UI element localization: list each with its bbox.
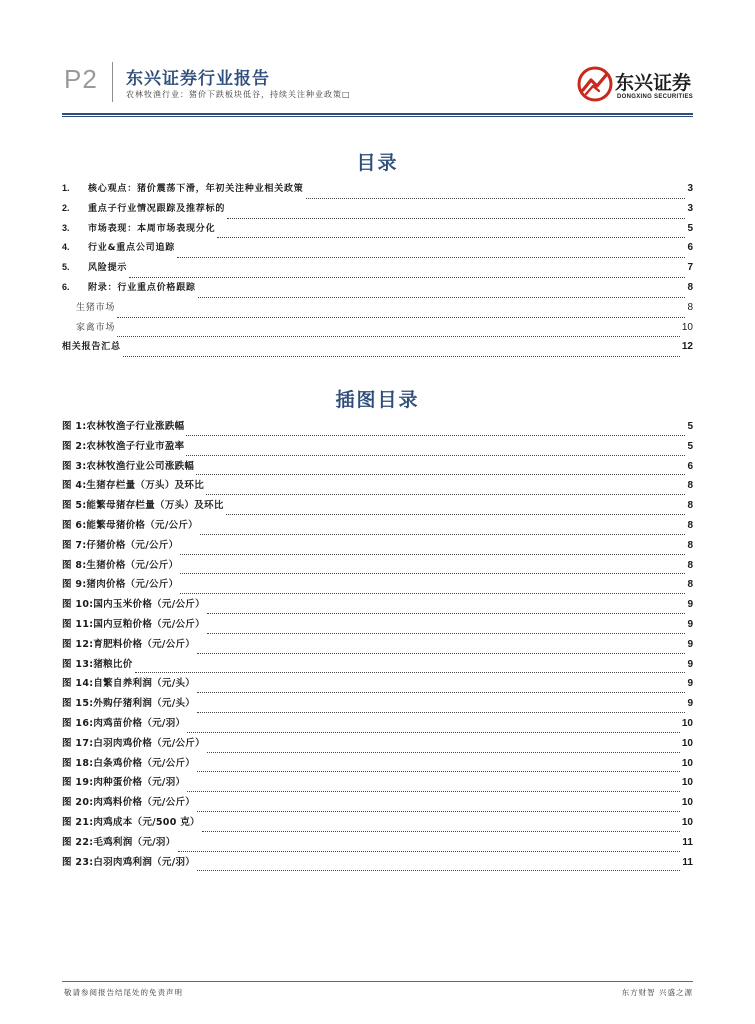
- dot-leader: [226, 514, 686, 515]
- toc-entry-number: 1.: [62, 183, 70, 193]
- toc-entry-page: 5: [687, 222, 693, 234]
- figure-entry-label: 图 14:自繁自养利润（元/头）: [62, 678, 196, 690]
- dot-leader: [123, 356, 680, 357]
- figure-entry-label: 图 20:肉鸡料价格（元/公斤）: [62, 797, 196, 809]
- dot-leader: [117, 317, 685, 318]
- header-rule-thin: [62, 116, 693, 117]
- dot-leader: [196, 474, 685, 475]
- toc-entry[interactable]: [62, 260, 693, 280]
- figure-entry[interactable]: [62, 715, 693, 735]
- toc-entry[interactable]: [62, 181, 693, 201]
- figure-entry-label: 图 22:毛鸡利润（元/羽）: [62, 836, 176, 848]
- dot-leader: [197, 692, 685, 693]
- toc-entry-label: 行业&重点公司追踪: [88, 243, 176, 254]
- report-title: 东兴证券行业报告: [126, 69, 270, 89]
- dot-leader: [200, 534, 685, 535]
- figure-entry-page: 8: [687, 539, 693, 551]
- figure-entry-page: 10: [681, 737, 693, 749]
- figure-entry-label: 图 19:肉种蛋价格（元/羽）: [62, 777, 186, 789]
- toc-entry[interactable]: [62, 201, 693, 221]
- dot-leader: [207, 613, 686, 614]
- dot-leader: [207, 633, 686, 634]
- logo-name-cn: 东兴证券: [615, 72, 692, 94]
- figure-entry[interactable]: [62, 834, 693, 854]
- figure-entry-page: 11: [682, 856, 693, 868]
- toc-entry-page: 6: [687, 242, 693, 254]
- figure-entry-label: 图 3:农林牧渔行业公司涨跌幅: [62, 460, 195, 472]
- figure-entry-label: 图 21:肉鸡成本（元/500 克）: [62, 816, 200, 828]
- figure-entry[interactable]: [62, 438, 693, 458]
- toc-entry-page: 7: [687, 262, 693, 274]
- figure-entry-page: 9: [687, 599, 693, 611]
- toc-entry-page: 8: [687, 301, 693, 313]
- footer-rule: [62, 981, 693, 982]
- figure-entry-label: 图 23:白羽肉鸡利润（元/羽）: [62, 856, 196, 868]
- toc-entry-number: 6.: [62, 281, 70, 292]
- toc-entry-number: 2.: [62, 202, 70, 213]
- figure-entry-page: 10: [681, 757, 693, 769]
- figure-entry-page: 8: [687, 519, 693, 531]
- dot-leader: [177, 257, 685, 258]
- figure-entry-page: 10: [681, 816, 693, 828]
- toc-entry[interactable]: [62, 320, 693, 340]
- dot-leader: [207, 752, 680, 753]
- figure-entry[interactable]: [62, 557, 693, 577]
- toc-entry-label: 家禽市场: [76, 322, 116, 333]
- footer-disclaimer: 敬请参阅报告结尾处的免责声明: [64, 988, 183, 997]
- toc-entry-label: 重点子行业情况跟踪及推荐标的: [88, 203, 226, 214]
- toc-entry-number: 4.: [62, 242, 70, 253]
- toc-entry-page: 12: [681, 341, 693, 353]
- figure-entry-page: 8: [687, 500, 693, 512]
- figure-entry[interactable]: [62, 517, 693, 537]
- toc-entry[interactable]: [62, 300, 693, 320]
- dot-leader: [202, 831, 680, 832]
- toc-entry-label: 相关报告汇总: [62, 342, 121, 353]
- dot-leader: [186, 455, 685, 456]
- figure-entry-page: 8: [687, 579, 693, 591]
- figure-entry-page: 8: [687, 559, 693, 571]
- toc-entry-page: 3: [687, 183, 693, 194]
- figure-entry-label: 图 8:生猪价格（元/公斤）: [62, 559, 179, 571]
- figure-entry[interactable]: [62, 695, 693, 715]
- figure-entry[interactable]: [62, 794, 693, 814]
- dot-leader: [217, 237, 685, 238]
- figure-entry-page: 8: [687, 480, 693, 492]
- figure-entry-label: 图 9:猪肉价格（元/公斤）: [62, 579, 179, 591]
- figure-entry[interactable]: [62, 814, 693, 834]
- figure-entry-page: 5: [687, 440, 693, 452]
- figure-entry[interactable]: [62, 735, 693, 755]
- toc-entry-label: 生猪市场: [76, 302, 116, 313]
- page-number: P2: [64, 64, 98, 94]
- toc-entry-label: 核心观点：猪价震荡下滑，年初关注种业相关政策: [88, 184, 304, 194]
- figure-entry[interactable]: [62, 656, 693, 676]
- company-logo: [577, 66, 699, 106]
- figure-entry[interactable]: [62, 596, 693, 616]
- dot-leader: [135, 672, 686, 673]
- dot-leader: [197, 712, 685, 713]
- toc-entry[interactable]: [62, 339, 693, 359]
- figure-entry-label: 图 12:育肥料价格（元/公斤）: [62, 638, 196, 650]
- toc-entry[interactable]: [62, 280, 693, 300]
- figure-entry-label: 图 18:白条鸡价格（元/公斤）: [62, 757, 196, 769]
- figure-entry[interactable]: [62, 458, 693, 478]
- dot-leader: [306, 198, 686, 199]
- dot-leader: [186, 435, 685, 436]
- toc-entry-number: 3.: [62, 222, 70, 233]
- toc-entry-label: 风险提示: [88, 263, 128, 274]
- toc-entry[interactable]: [62, 221, 693, 241]
- figure-entry-page: 6: [687, 460, 693, 472]
- header-rule: [62, 113, 693, 115]
- dot-leader: [178, 851, 681, 852]
- figure-entry-label: 图 6:能繁母猪价格（元/公斤）: [62, 519, 198, 531]
- footer-slogan: 东方财智 兴盛之源: [621, 988, 693, 997]
- figure-entry-page: 11: [682, 836, 693, 848]
- figure-entry[interactable]: [62, 477, 693, 497]
- figure-entry-label: 图 5:能繁母猪存栏量（万头）及环比: [62, 500, 224, 512]
- figure-list: [62, 418, 693, 873]
- figure-entry-label: 图 10:国内玉米价格（元/公斤）: [62, 599, 205, 611]
- header-divider: [112, 62, 113, 102]
- dot-leader: [129, 277, 685, 278]
- figure-entry-label: 图 15:外购仔猪利润（元/头）: [62, 698, 196, 710]
- figure-entry-page: 9: [687, 658, 693, 670]
- figure-entry[interactable]: [62, 576, 693, 596]
- figure-entry-label: 图 11:国内豆粕价格（元/公斤）: [62, 618, 205, 630]
- figure-list-heading: 插图目录: [335, 389, 420, 411]
- figure-entry[interactable]: [62, 616, 693, 636]
- toc-entry-page: 10: [681, 321, 693, 333]
- dot-leader: [227, 218, 685, 219]
- dot-leader: [197, 771, 680, 772]
- figure-entry-label: 图 16:肉鸡苗价格（元/羽）: [62, 717, 186, 729]
- figure-entry-label: 图 1:农林牧渔子行业涨跌幅: [62, 421, 185, 432]
- toc-entry-label: 市场表现：本周市场表现分化: [88, 223, 216, 234]
- dot-leader: [198, 297, 686, 298]
- figure-entry-page: 9: [687, 618, 693, 630]
- dot-leader: [187, 791, 680, 792]
- toc-entry-label: 附录：行业重点价格跟踪: [88, 282, 196, 293]
- figure-entry-page: 9: [687, 638, 693, 650]
- dot-leader: [197, 811, 680, 812]
- figure-entry-label: 图 2:农林牧渔子行业市盈率: [62, 440, 185, 452]
- figure-entry[interactable]: [62, 418, 693, 438]
- toc-entry[interactable]: [62, 240, 693, 260]
- figure-entry[interactable]: [62, 675, 693, 695]
- dot-leader: [197, 870, 680, 871]
- dot-leader: [180, 554, 685, 555]
- figure-entry-page: 5: [687, 421, 693, 432]
- dot-leader: [187, 732, 680, 733]
- figure-entry-page: 10: [681, 797, 693, 809]
- dot-leader: [180, 573, 685, 574]
- figure-entry-page: 10: [681, 777, 693, 789]
- figure-entry-label: 图 13:猪粮比价: [62, 658, 133, 670]
- figure-entry[interactable]: [62, 854, 693, 874]
- figure-entry-label: 图 4:生猪存栏量（万头）及环比: [62, 480, 205, 492]
- toc-heading: 目录: [356, 152, 399, 174]
- toc-entry-page: 3: [687, 202, 693, 214]
- figure-entry-page: 9: [687, 678, 693, 690]
- figure-entry[interactable]: [62, 774, 693, 794]
- figure-entry-page: 10: [681, 717, 693, 729]
- dot-leader: [180, 593, 685, 594]
- figure-entry[interactable]: [62, 537, 693, 557]
- figure-entry[interactable]: [62, 636, 693, 656]
- figure-entry-label: 图 17:白羽肉鸡价格（元/公斤）: [62, 737, 205, 749]
- figure-entry[interactable]: [62, 497, 693, 517]
- dot-leader: [117, 336, 680, 337]
- figure-entry[interactable]: [62, 755, 693, 775]
- dot-leader: [197, 653, 685, 654]
- toc-entry-number: 5.: [62, 262, 70, 273]
- logo-name-en: DONGXING SECURITIES: [617, 94, 694, 100]
- figure-entry-label: 图 7:仔猪价格（元/公斤）: [62, 539, 179, 551]
- toc-entry-page: 8: [687, 281, 693, 293]
- report-subtitle: 农林牧渔行业：猪价下跌板块低谷，持续关注种业政策□: [126, 90, 351, 99]
- logo-mark-icon: [577, 66, 613, 102]
- dot-leader: [206, 494, 685, 495]
- figure-entry-page: 9: [687, 698, 693, 710]
- table-of-contents: [62, 181, 693, 359]
